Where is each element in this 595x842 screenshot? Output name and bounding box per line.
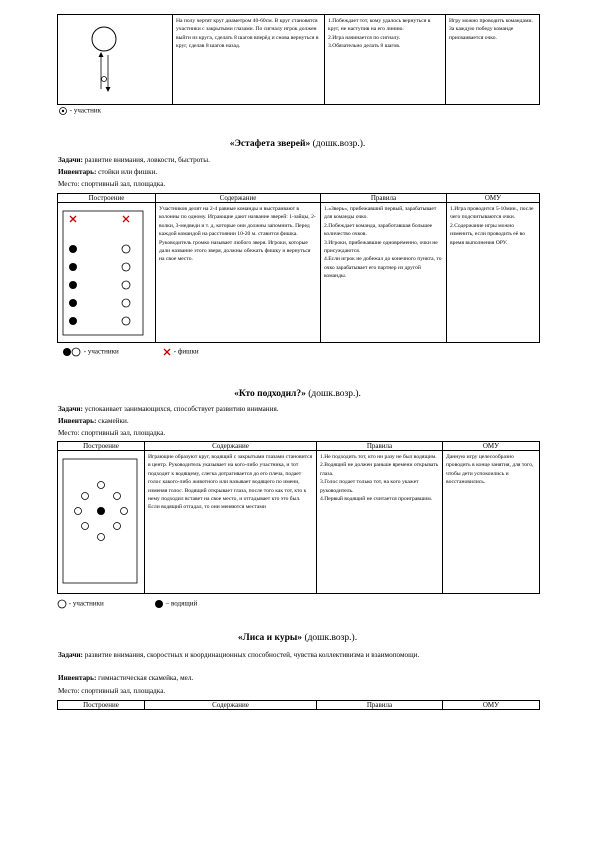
legend-chips — [162, 347, 199, 357]
rule-item: 2.Водящий не должен раньше времени открывать глаза. — [320, 462, 439, 477]
omu-cell — [447, 203, 540, 343]
content-cell: На полу чертят круг диаметром 40-60см. В круг становятся участники с закрытыми глазами. По сигналу игрок должен выйти из круга, сделать 8 шагов вперёд и снова вернуться в круг, сделав 8 шагов назад. — [173, 15, 325, 105]
header-rules: Правила — [317, 701, 443, 710]
place-line: Место: спортивный зал, площадка. — [58, 687, 166, 695]
section-title — [0, 633, 595, 643]
participants-icon — [62, 347, 82, 357]
rule-item: 1.Побеждает тот, кому удалось вернуться в круг, не наступив на его линию. — [328, 18, 431, 33]
game-name: «Кто подходил?» — [234, 389, 306, 399]
omu-item: 2.Содержание игры можно изменить, если проводить её во время выполнения ОРУ. — [450, 222, 526, 246]
header-content: Содержание — [145, 701, 317, 710]
task-line: Задачи: развитие внимания, скоростных и координационных способностей, чувства коллективизма и взаимопомощи. — [58, 651, 420, 659]
header-formation: Построение — [58, 442, 145, 451]
rule-item: 1.Не подходить тот, кто ни разу не был водящим. — [320, 454, 437, 460]
header-omu: ОМУ — [447, 194, 540, 203]
game-table-3 — [57, 700, 540, 710]
header-formation: Построение — [58, 194, 156, 203]
task-line: Задачи: развитие внимания, ловкости, быстроты. — [58, 156, 210, 164]
header-rules: Правила — [317, 442, 443, 451]
rule-item: 4.Если игрок не добежал до конечного пункта, то очко зарабатывает его партнер из другой команды. — [324, 256, 442, 280]
game-table-1 — [57, 193, 540, 343]
inventory-line: Инвентарь: скамейки. — [58, 417, 129, 425]
game-name: «Лиса и куры» — [237, 633, 303, 643]
leader-marker — [97, 507, 105, 515]
chip-icon — [70, 216, 129, 222]
participant-icon — [58, 106, 68, 116]
legend-chips-label: - фишки — [173, 347, 199, 356]
header-content: Содержание — [156, 194, 321, 203]
header-formation: Построение — [58, 701, 145, 710]
leader-icon — [154, 599, 164, 609]
rule-item: 3.Обязательно делать 8 шагов. — [328, 43, 401, 50]
legend-participants-label: - участники — [68, 599, 104, 608]
rules-cell — [321, 203, 447, 343]
rule-item: 2.Игра начинается по сигналу. — [328, 34, 401, 41]
team-b-players — [122, 245, 130, 325]
task-line: Задачи: успокаивает занимающихся, способствует развитию внимания. — [58, 405, 279, 413]
rule-item: 3.Голос подает только тот, на кого укажет руководитель. — [320, 479, 419, 494]
section-title — [0, 389, 595, 399]
header-omu: ОМУ — [443, 442, 540, 451]
content-cell: Участников делят на 2-4 равные команды и выстраивают в колонны по одному. Играющие дают название зверей: 1-зайцы, 2-волки, 3-медведи и т. д, которые они должны запомнить. Перед каждой командой на расстоянии 10-20 м. ставится фишка. Руководитель громко называет любого зверя. Игроки, которые дали название этого зверя, должны обежать фишку и вернуться на свое место. — [156, 203, 321, 343]
participant-icon — [57, 599, 67, 609]
circle-diagram — [61, 453, 141, 588]
rule-item: 3.Игроки, прибежавшие одновременно, очки не присуждаются. — [324, 239, 438, 255]
content-cell: Играющие образуют круг, водящий с закрытыми глазами становится в центр. Руководитель указывает на кого-либо участника, и тот подходит к водящему, слегка дотрагивается до его плеча, подает голос какого-либо животного или называет водящего по имени, изменяя голос. Водящий открывает глаза, после того как тот, кто к нему подходил вставет на свое место, и отгадывает кто это был. Если водящий отгадал, то они меняются местами — [145, 451, 317, 594]
inventory-line: Инвентарь: гимнастическая скамейка, мел. — [58, 674, 194, 682]
formation-cell — [58, 15, 173, 105]
legend-circle — [57, 599, 104, 609]
place-line: Место: спортивный зал, площадка. — [58, 429, 166, 437]
rules-cell — [317, 451, 443, 594]
header-content: Содержание — [145, 442, 317, 451]
section-title — [0, 139, 595, 149]
team-a-players — [69, 245, 77, 325]
legend-relay — [62, 347, 119, 357]
legend-participant-label: - участник — [69, 106, 102, 115]
rule-item: 4.Первый водящий не считается проигравшим. — [320, 496, 433, 503]
header-omu: ОМУ — [443, 701, 540, 710]
omu-item: 1.Игра проводится 5-10мин., после чего подсчитываются очки. — [450, 206, 534, 221]
relay-diagram — [61, 205, 151, 337]
legend-participants-label: - участники — [83, 347, 119, 356]
game-table-2 — [57, 441, 540, 594]
age-group: (дошк.возр.). — [302, 633, 358, 643]
formation-cell — [58, 451, 145, 594]
inventory-line: Инвентарь: стойки или фишки. — [58, 168, 158, 176]
age-group: (дошк.возр.). — [305, 389, 361, 399]
age-group: (дошк.возр.). — [310, 139, 366, 149]
header-rules: Правила — [321, 194, 447, 203]
rule-item: 2.Побеждает команда, заработавшая большее количество очков. — [324, 222, 433, 238]
game-name: «Эстафета зверей» — [229, 139, 311, 149]
rules-cell — [325, 15, 446, 105]
circle-walk-diagram — [61, 17, 169, 101]
table-top — [57, 14, 540, 105]
place-line: Место: спортивный зал, площадка. — [58, 180, 166, 188]
legend-top — [58, 106, 101, 116]
legend-leader — [154, 599, 197, 609]
legend-leader-label: – водящий — [165, 599, 198, 608]
formation-cell — [58, 203, 156, 343]
omu-cell: Игру можно проводить командами. За каждую победу команде присваивается очко. — [446, 15, 540, 105]
rule-item: 1.«Зверь», прибежавший первый, зарабатывает для команды очко. — [324, 206, 437, 221]
omu-cell: Данную игру целесообразно проводить в конце занятия, для того, чтобы дети успокоились и восстановились. — [443, 451, 540, 594]
chip-icon — [162, 347, 172, 357]
